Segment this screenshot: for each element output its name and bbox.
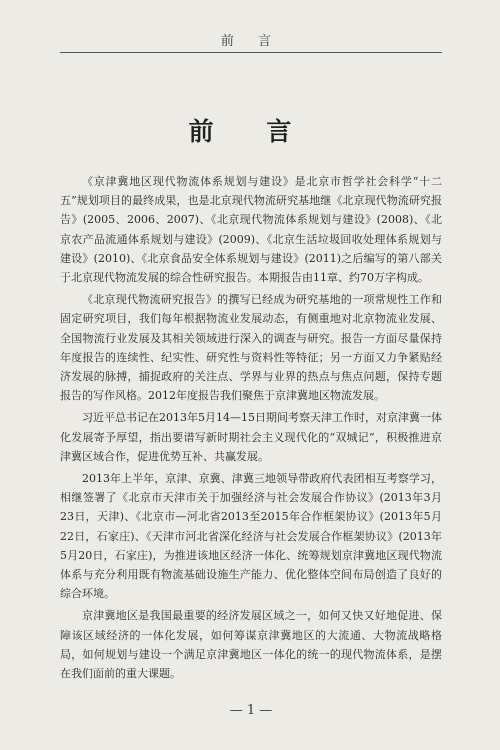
paragraph: 《京津冀地区现代物流体系规划与建设》是北京市哲学社会科学“十二五”规划项目的最终成果，也是北京现代物流研究基地继《北京现代物流研究报告》(2005、2006、2007)、《北京现代物流体系规划与建设》(2008)、《北京农产品流通体系规划与建设》(2009)、《北京生活垃圾回收处理体系规划与建设》(2010)、《北京食品安全体系规划与建设》(2011)之后编写的第八部关于北京现代物流发展的综合性研究报告。本期报告由11章、约70万字构成。 — [60, 175, 442, 285]
body-text — [60, 172, 442, 686]
paragraph: 《北京现代物流研究报告》的撰写已经成为研究基地的一项常规性工作和固定研究项目，我们每年根据物流业发展动态，有侧重地对北京物流业发展、全国物流行业发展及其相关领域进行深入的调查与研究。报告一方面尽量保持年度报告的连续性、纪实性、研究性与资料性等特征；另一方面又力争紧贴经济发展的脉搏，捕捉政府的关注点、学界与业界的热点与焦点问题，保持专题报告的写作风格。2012年度报告我们聚焦于京津冀地区物流发展。 — [60, 293, 442, 403]
header-divider — [60, 52, 442, 53]
page-title: 前 言 — [188, 117, 314, 146]
paragraph: 习近平总书记在2013年5月14—15日期间考察天津工作时，对京津冀一体化发展寄予厚望，指出要谱写新时期社会主义现代化的“双城记”，积极推进京津冀区域合作，促进优势互补、共赢发展。 — [60, 411, 442, 463]
running-header: 前 言 — [220, 34, 282, 49]
page-number: — 1 — — [229, 703, 273, 718]
paragraph: 京津冀地区是我国最重要的经济发展区域之一，如何又快又好地促进、保障该区域经济的一体化发展，如何筹谋京津冀地区的大流通、大物流战略格局，如何规划与建设一个满足京津冀地区一体化的统一的现代物流体系，是摆在我们面前的重大课题。 — [60, 609, 442, 681]
paragraph: 2013年上半年，京津、京冀、津冀三地领导带政府代表团相互考察学习，相继签署了《北京市天津市关于加强经济与社会发展合作协议》(2013年3月23日，天津)、《北京市—河北省2013至2015年合作框架协议》(2013年5月22日，石家庄)、《天津市河北省深化经济与社会发展合作框架协议》(2013年5月20日，石家庄)，为推进该地区经济一体化、统筹规划京津冀地区现代物流体系与充分利用既有物流基础设施生产能力、优化整体空间布局创造了良好的综合环境。 — [60, 472, 442, 601]
